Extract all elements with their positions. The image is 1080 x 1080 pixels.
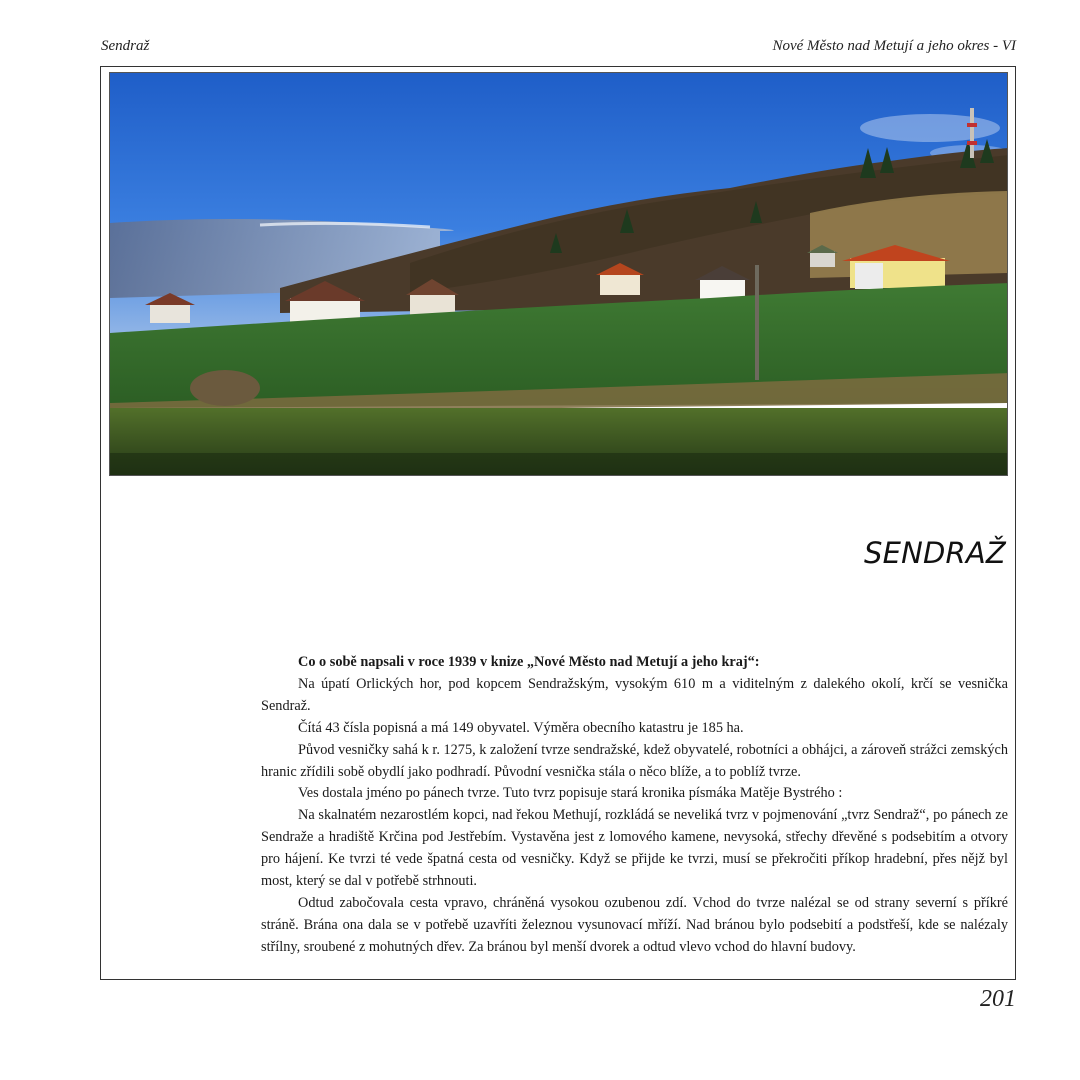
paragraph: Odtud zabočovala cesta vpravo, chráněná vysokou ozubenou zdí. Vchod do tvrze nalézal se od strany severní s příkré stráně. Brána ona dala se v potřebě uzavříti železnou vysunovací mříží. Nad bránou bylo podsebití a podstřeší, kde se nalézaly střílny, sroubené z mohutných dřev. Za bránou byl menší dvorek a odtud vlevo vchod do hlavní budovy. <box>261 894 1008 955</box>
paragraph: Původ vesničky sahá k r. 1275, k založení tvrze sendražské, kdež obyvatelé, robotníci a obhájci, a zároveň strážci zemských hranic zřídili sobě obydlí jako podhradí. Původní vesnička stála o něco blíže, a to poblíž tvrze. <box>261 741 1008 780</box>
body-text <box>261 652 1008 959</box>
paragraph: Na úpatí Orlických hor, pod kopcem Sendražským, vysokým 610 m a viditelným z dalekého okolí, krčí se vesnička Sendraž. <box>261 675 1008 714</box>
paragraph: Na skalnatém nezarostlém kopci, nad řekou Methují, rozkládá se neveliká tvrz v pojmenování „tvrz Sendraž“, po pánech ze Sendraže a hradiště Krčina pod Jestřebím. Vystavěna jest z lomového kamene, nevysoká, střechy dřevěné s podsebitím a otvory pro hájení. Ke tvrzi té vede špatná cesta od vesničky. Když se přijde ke tvrzi, musí se překročiti příkop hradební, přes nějž byl most, který se dal v potřebě strhnouti. <box>261 807 1008 890</box>
chapter-title: SENDRAŽ <box>863 536 1006 570</box>
intro-paragraph: Co o sobě napsali v roce 1939 v knize „Nové Město nad Metují a jeho kraj“: <box>298 654 760 670</box>
running-header-left: Sendraž <box>101 38 150 54</box>
landscape-photo <box>109 72 1008 476</box>
page-number: 201 <box>980 986 1016 1012</box>
paragraph: Čítá 43 čísla popisná a má 149 obyvatel. Výměra obecního katastru je 185 ha. <box>298 719 744 736</box>
paragraph: Ves dostala jméno po pánech tvrze. Tuto tvrz popisuje stará kronika písmáka Matěje Bystrého : <box>298 785 843 802</box>
running-header-right: Nové Město nad Metují a jeho okres - VI <box>772 38 1016 54</box>
